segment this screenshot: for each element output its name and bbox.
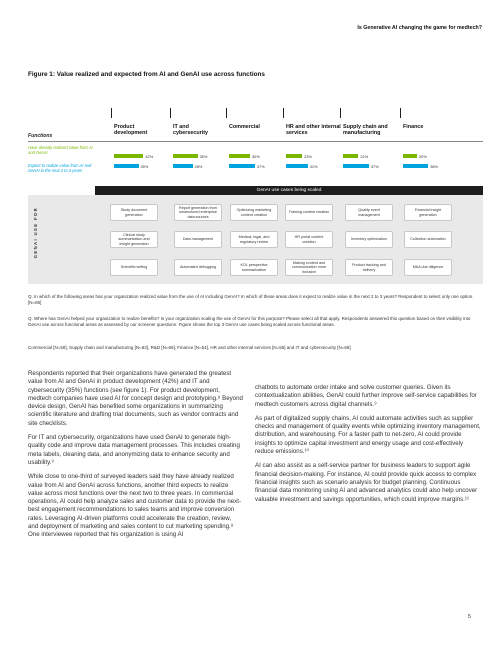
body-paragraph: For IT and cybersecurity, organizations have used GenAI to generate high-quality code and improve data management processes. This includes creating meta labels, cleaning data, and anonymizing data to enhance security and usability.⁹ <box>28 434 240 466</box>
use-case-card: Medical, legal, and regulatory review <box>230 231 278 248</box>
bar-realized <box>286 154 302 158</box>
use-cases-banner: GenAI use cases being scaled <box>95 186 483 195</box>
page-number: 5 <box>468 614 471 620</box>
legend-expected: Expect to realize value from AI and GenAI in the next 2 to 3 years <box>28 163 92 173</box>
body-paragraph: Respondents reported that their organizations have generated the greatest value from AI and GenAI in product development (42%) and IT and cybersecurity (35%) functions (see figure 1). For product development, medtech companies have used AI for concept design and prototyping.⁸ Beyond device design, GenAI has benefited some organizations in summarizing scientific literature and drafting trial documents, such as vendor contracts and site checklists. <box>28 370 243 427</box>
function-header-it-cybersecurity: IT and cybersecurity <box>173 124 209 137</box>
figure-note-1: Q. In which of the following areas has your organization realized value from the use of AI including GenAI? In which of these areas does it expect to realize value in the next 2 to 3 years? Respondent to select only one option. [N=85] <box>28 294 474 306</box>
use-case-card: Training content creation <box>285 204 333 221</box>
bar-expected <box>229 164 255 168</box>
bar-expected <box>173 164 193 168</box>
body-paragraph: While close to one-third of surveyed leaders said they have already realized value from AI and GenAI across functions, another third expects to realize value across most functions over the next two to three years. In commercial operations, AI could help analyze sales and customer data to provide the next-best engagement recommendations to sales teams and improve conversion rates. Leveraging AI-driven platforms could accelerate the creation, review, and deployment of marketing and sales content to cut marketing spending.⁸ One interviewee reported that his organization is using AI <box>28 473 242 539</box>
use-case-card: Collection automation <box>404 231 452 248</box>
bar-realized <box>343 154 358 158</box>
bar-realized <box>403 154 417 158</box>
body-paragraph: chatbots to automate order intake and solve customer queries. Given its contextualization abilities, GenAI could further improve self-service capabilities for medtech customers across digital channels.⁹ <box>255 384 477 408</box>
use-case-card: Study document generation <box>110 204 158 221</box>
use-case-card: HR portal content creation <box>285 231 333 248</box>
bar-realized <box>173 154 198 158</box>
use-case-card: Product tracking and delivery <box>345 259 393 276</box>
column-divider <box>111 108 112 118</box>
bar-value-label: 36% <box>430 163 438 169</box>
functions-label: Functions <box>28 133 53 139</box>
use-case-card: Data management <box>174 231 222 248</box>
use-case-card: Scientific writing <box>110 259 158 276</box>
bar-expected <box>286 164 308 168</box>
function-header-finance: Finance <box>403 124 424 130</box>
body-paragraph: As part of digitalized supply chains, AI could automate activities such as supplier checks and management of quality events while optimizing inventory management, distribution, and warehousing. For a faster path to net-zero, AI could provide insights to optimize capital investment and energy usage and cost-effectively reduce emissions.¹⁰ <box>255 414 481 456</box>
column-divider <box>226 108 227 118</box>
use-cases-side-text: GENAI USE FOR <box>33 207 38 259</box>
function-header-product-development: Product development <box>114 124 148 137</box>
function-header-commercial: Commercial <box>229 124 260 130</box>
column-divider <box>340 108 341 118</box>
bar-value-label: 28% <box>194 163 203 169</box>
bar-value-label: 37% <box>370 163 379 169</box>
use-case-card: M&A due diligence <box>404 259 452 276</box>
running-header: Is Generative AI changing the game for medtech? <box>357 25 482 31</box>
body-column-left <box>28 370 243 546</box>
bar-value-label: 30% <box>252 153 260 159</box>
use-case-card: Making content and communication more inclusive <box>285 259 333 276</box>
bar-value-label: 37% <box>256 163 265 169</box>
body-column-right <box>255 384 483 510</box>
bar-expected <box>114 164 139 168</box>
column-divider <box>400 108 401 118</box>
use-case-card: Quality event management <box>345 204 393 221</box>
bar-realized <box>229 154 250 158</box>
use-case-card: Inventory optimization <box>345 231 393 248</box>
use-case-card: Clinical study summarization and insight generation <box>110 231 158 248</box>
bar-value-label: 35% <box>199 153 208 159</box>
bar-value-label: 22% <box>360 153 369 159</box>
column-divider <box>283 108 284 118</box>
bar-value-label: 23% <box>304 153 312 159</box>
body-paragraph: AI can also assist as a self-service partner for business leaders to support agile financial decision-making. For instance, AI could provide quick access to complex financial insights such as scenario analysis for budget planning. Continuous financial data monitoring using AI and advanced analytics could also help uncover valuable investment and savings opportunities, which could improve margins.¹¹ <box>255 462 478 503</box>
bar-value-label: 20% <box>419 153 427 159</box>
figure-title: Figure 1: Value realized and expected from AI and GenAI use across functions <box>28 71 265 78</box>
function-header-supply-chain: Supply chain and manufacturing <box>343 124 388 137</box>
functions-rule <box>28 141 483 142</box>
figure-note-3: Commercial [N=58], Supply chain and manufacturing [N=63], R&D [N=69], Finance [N=54], HR and other internal services [N=55] and IT and cybersecurity [N=68] <box>28 345 351 350</box>
figure-note-2: Q. Where has GenAI helped your organization to realize benefits? Is your organization scaling the use of GenAI for this purpose? Please select all that apply. Respondents answered this question based on their visibility into GenAI use across functional areas as assessed by our screener questions. Figure shows the top 3 GenAI use cases being scaled across functional areas. <box>28 316 471 328</box>
use-cases-side-label <box>30 195 40 284</box>
column-divider <box>170 108 171 118</box>
use-case-card: Automated debugging <box>174 259 222 276</box>
bar-value-label: 31% <box>309 163 318 169</box>
bar-realized <box>114 154 143 158</box>
use-case-card: Financial insight generation <box>404 204 452 221</box>
use-case-card: KOL perspective summarization <box>230 259 278 276</box>
use-case-card: Optimizing marketing content creation <box>230 204 278 221</box>
bar-expected <box>403 164 428 168</box>
function-header-hr: HR and other internal services <box>286 124 341 137</box>
bar-value-label: 42% <box>145 153 154 159</box>
bar-value-label: 35% <box>140 163 149 169</box>
bar-expected <box>343 164 369 168</box>
legend-realized: Have already realized value from AI and GenAI <box>28 145 93 155</box>
use-case-card: Report generation from unstructured enterprise data sources <box>174 204 222 221</box>
